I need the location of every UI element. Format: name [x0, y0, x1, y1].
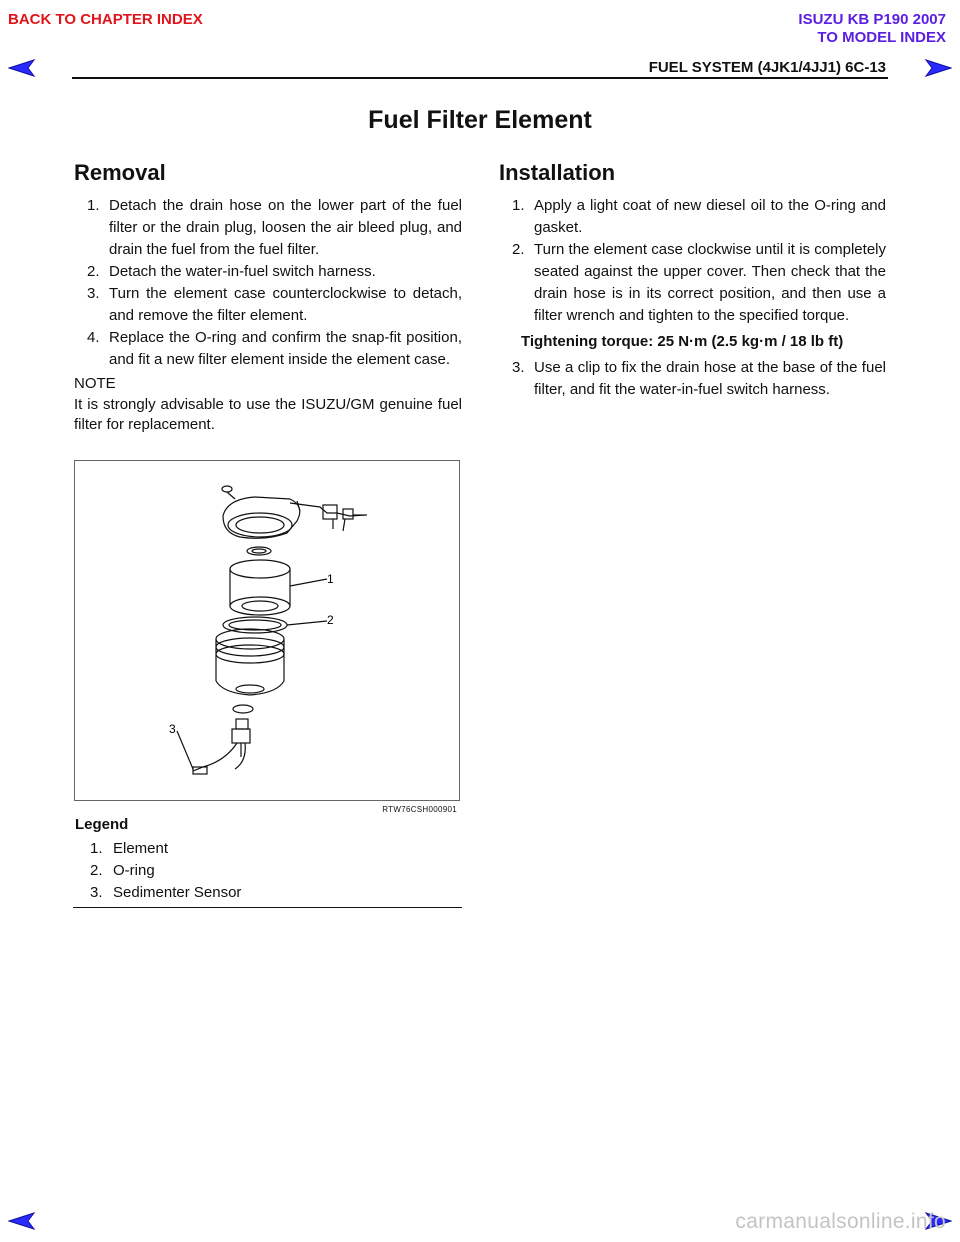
to-model-index-link[interactable]: TO MODEL INDEX: [817, 29, 946, 46]
prev-page-left-arrow-icon-bottom[interactable]: [8, 1211, 38, 1231]
note-text: It is strongly advisable to use the ISUZU/GM genuine fuel filter for replacement.: [74, 396, 462, 433]
removal-heading: Removal: [74, 160, 166, 185]
tightening-torque: Tightening torque: 25 N·m (2.5 kg·m / 18 lb ft): [521, 333, 844, 350]
back-to-chapter-index-link[interactable]: BACK TO CHAPTER INDEX: [8, 11, 203, 28]
installation-steps: [499, 195, 886, 327]
callout-1: 1: [327, 572, 334, 586]
fuel-filter-exploded-diagram: [74, 460, 460, 801]
removal-column: [74, 195, 462, 435]
section-header-title: FUEL SYSTEM (4JK1/4JJ1) 6C-13: [648, 59, 886, 76]
installation-column: [499, 195, 886, 401]
legend-item: 2. O-ring: [90, 862, 155, 879]
installation-step: 3. Use a clip to fix the drain hose at the base of the fuel filter, and fit the water-in-fuel switch harness.: [512, 359, 886, 398]
fuel-filter-illustration: [75, 461, 459, 800]
legend-item: 3. Sedimenter Sensor: [90, 884, 242, 901]
installation-heading: Installation: [499, 160, 616, 185]
legend-title: Legend: [75, 816, 129, 833]
installation-steps-continued: [499, 357, 886, 401]
next-page-right-arrow-icon[interactable]: [922, 58, 952, 78]
removal-steps: [74, 195, 462, 371]
site-watermark: carmanualsonline.info: [735, 1210, 946, 1233]
removal-step: 1. Detach the drain hose on the lower part of the fuel filter or the drain plug, loosen the air bleed plug, and drain the fuel from the fuel filter.: [87, 197, 462, 258]
model-title-link[interactable]: ISUZU KB P190 2007: [798, 11, 946, 28]
legend-item: 1. Element: [90, 840, 169, 857]
header-divider: [72, 77, 888, 79]
figure-code: RTW76CSH000901: [382, 805, 457, 814]
callout-3: 3: [169, 722, 176, 736]
removal-step: 2. Detach the water-in-fuel switch harness.: [87, 263, 376, 280]
installation-step: 1. Apply a light coat of new diesel oil to the O-ring and gasket.: [512, 197, 886, 236]
legend-divider: [73, 907, 462, 908]
installation-step: 2. Turn the element case clockwise until it is completely seated against the upper cover. Then check that the drain hose is in its correct position, and then use a filter wrench and tighten to the specified torque.: [512, 241, 886, 324]
removal-step: 4. Replace the O-ring and confirm the snap-fit position, and fit a new filter element inside the element case.: [87, 329, 462, 368]
prev-page-left-arrow-icon[interactable]: [8, 58, 38, 78]
legend-list: [90, 838, 241, 904]
callout-2: 2: [327, 613, 334, 627]
note-label: NOTE: [74, 375, 116, 392]
removal-step: 3. Turn the element case counterclockwise to detach, and remove the filter element.: [87, 285, 462, 324]
page-title: Fuel Filter Element: [368, 106, 592, 134]
